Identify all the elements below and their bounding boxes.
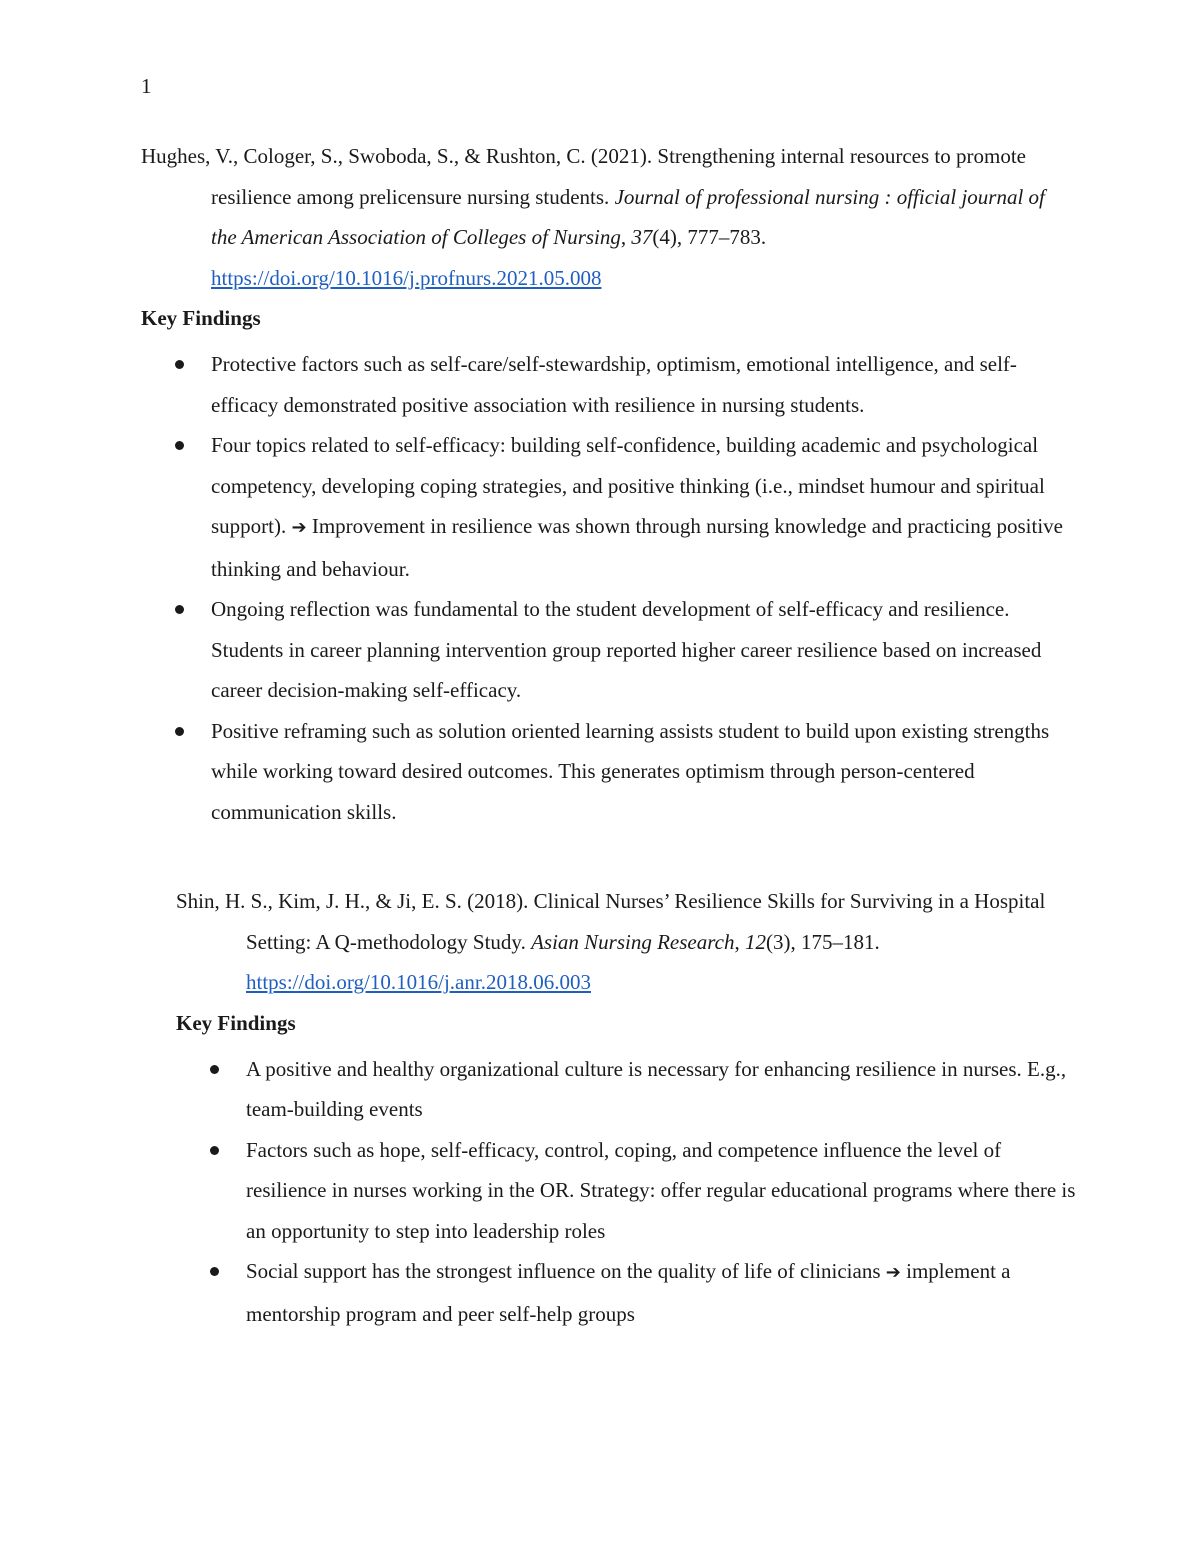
- key-findings-heading: Key Findings: [141, 306, 261, 330]
- right-arrow-icon: ➔: [291, 517, 307, 538]
- doi-link[interactable]: https://doi.org/10.1016/j.profnurs.2021.05.008: [211, 265, 602, 290]
- finding-item: [176, 1130, 1076, 1252]
- right-arrow-icon: ➔: [885, 1262, 901, 1283]
- finding-text: Positive reframing such as solution oriented learning assists student to build upon existing strengths while working toward desired outcomes. This generates optimism through person-centered communication skills.: [211, 718, 1050, 824]
- issue-pages: (4), 777–783.: [652, 225, 767, 249]
- bullet-icon: [175, 727, 184, 736]
- finding-item: [176, 1251, 1076, 1334]
- citation-separator: ,: [734, 929, 745, 954]
- bullet-icon: [175, 360, 184, 369]
- finding-text: Protective factors such as self-care/self-stewardship, optimism, emotional intelligence, and self-efficacy demonstrated positive association with resilience in nursing students.: [211, 352, 1017, 417]
- bullet-icon: [210, 1146, 219, 1155]
- bullet-icon: [210, 1267, 219, 1276]
- finding-text: Social support has the strongest influence on the quality of life of clinicians: [246, 1259, 886, 1283]
- reference-shin-2018: [176, 881, 1076, 1334]
- bullet-icon: [175, 605, 184, 614]
- finding-text: Four topics related to self-efficacy: building self-confidence, building academic and psychological competency, developing coping strategies, and positive thinking (i.e., mindset humour and spiritual support).: [211, 433, 1045, 538]
- citation-separator: ,: [620, 225, 632, 249]
- journal-title: Asian Nursing Research: [531, 929, 735, 954]
- citation-text: Hughes, V., Cologer, S., Swoboda, S., & Rushton, C. (2021). Strengthening internal resources to promote resilience among prelicensure nursing students.: [141, 144, 1026, 209]
- finding-text-continued: implement a mentorship program and peer self-help groups: [246, 1259, 1011, 1326]
- journal-volume: 37: [631, 225, 653, 249]
- issue-pages: (3), 175–181.: [765, 929, 880, 954]
- doi-link[interactable]: https://doi.org/10.1016/j.anr.2018.06.003: [246, 970, 591, 994]
- finding-item: [141, 344, 1071, 425]
- reference-hughes-2021: [141, 136, 1071, 832]
- finding-text: A positive and healthy organizational culture is necessary for enhancing resilience in nurses. E.g., team-building events: [246, 1056, 1067, 1121]
- finding-item: [141, 711, 1071, 833]
- page-number: 1: [141, 74, 152, 98]
- finding-item: [141, 589, 1071, 711]
- finding-text: Factors such as hope, self-efficacy, control, coping, and competence influence the level of resilience in nurses working in the OR. Strategy: offer regular educational programs where there is an opportunity to step into leadership roles: [246, 1137, 1076, 1243]
- bullet-icon: [210, 1065, 219, 1074]
- finding-item: [141, 425, 1071, 589]
- bullet-icon: [175, 441, 184, 450]
- citation: [141, 136, 1071, 298]
- finding-text: Ongoing reflection was fundamental to the student development of self-efficacy and resilience. Students in career planning intervention group reported higher career resilience based on increased career decision-making self-efficacy.: [211, 597, 1042, 702]
- key-findings-heading: Key Findings: [176, 1010, 296, 1035]
- citation: [176, 881, 1076, 1003]
- citation-text: Shin, H. S., Kim, J. H., & Ji, E. S. (2018). Clinical Nurses’ Resilience Skills for Surviving in a Hospital Setting: A Q-methodology Study.: [176, 889, 1046, 954]
- key-findings-list: [141, 344, 1071, 832]
- finding-text-continued: Improvement in resilience was shown through nursing knowledge and practicing positive thinking and behaviour.: [211, 514, 1064, 581]
- journal-title: Journal of professional nursing : official journal of the American Association of Colleges of Nursing: [211, 184, 1045, 249]
- finding-item: [176, 1049, 1076, 1130]
- journal-volume: 12: [744, 929, 766, 954]
- key-findings-list: [176, 1049, 1076, 1335]
